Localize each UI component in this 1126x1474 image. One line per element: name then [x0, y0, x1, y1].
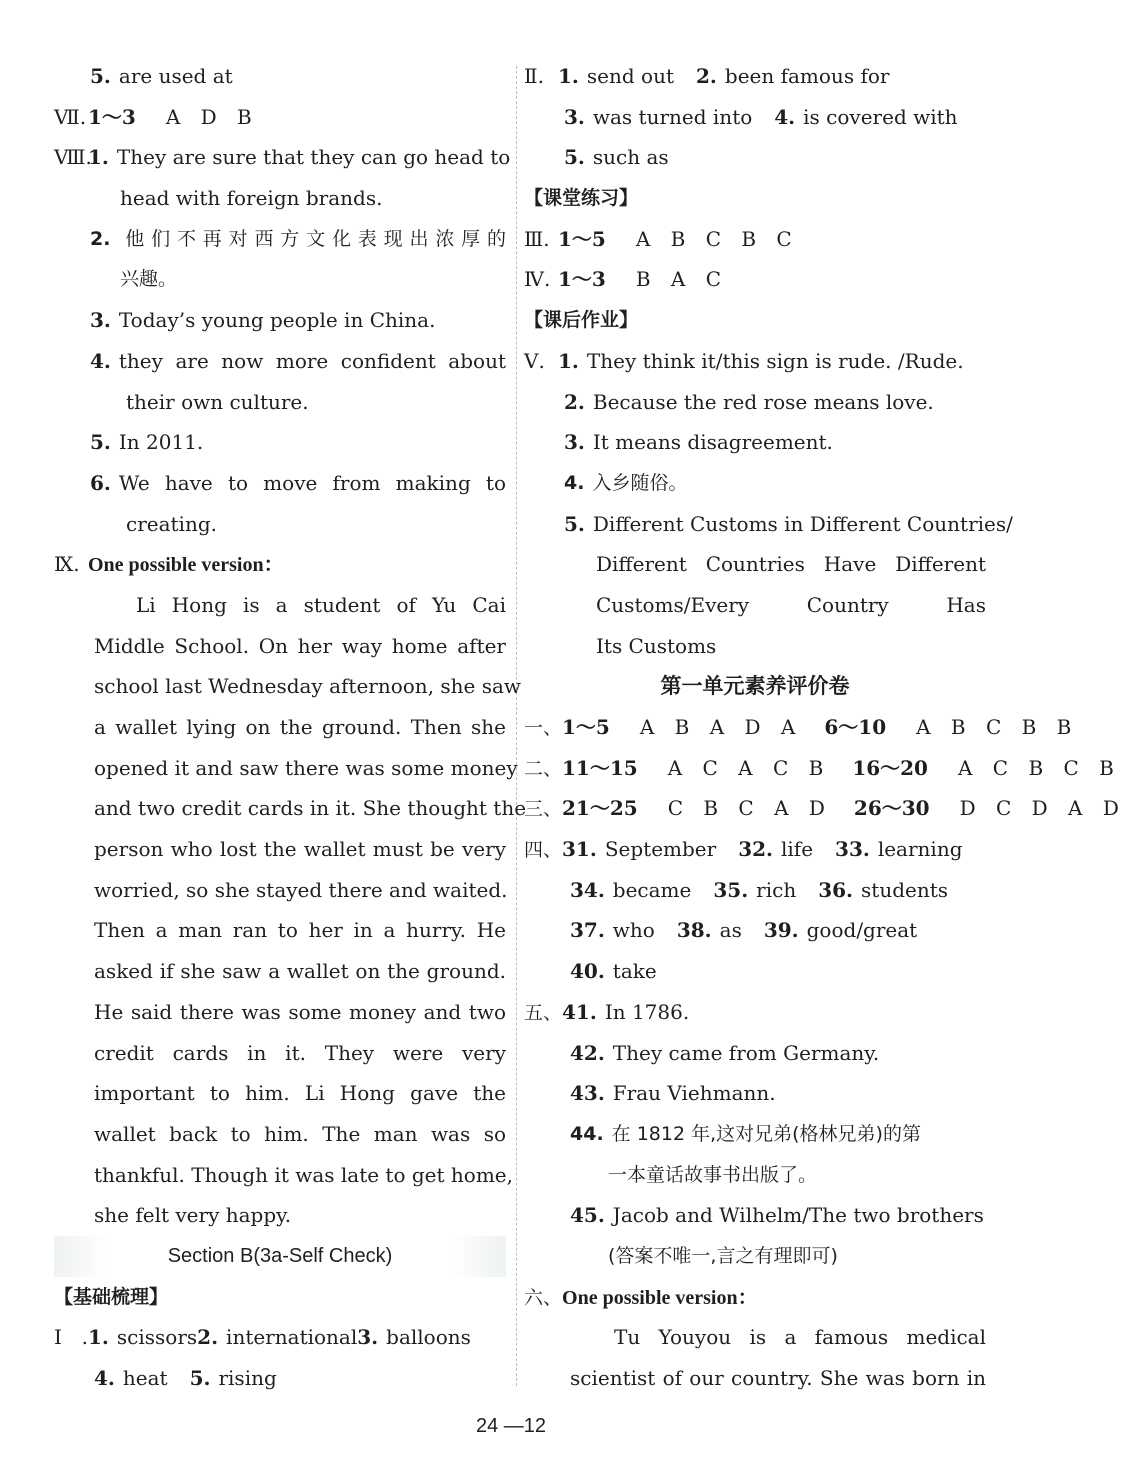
answer-line: 5. such as	[564, 145, 669, 170]
essay-line: school last Wednesday afternoon, she saw	[94, 674, 522, 699]
answer-line: Ⅷ.1. They are sure that they can go head to	[54, 145, 511, 170]
answer-line: 2. 他们不再对西方文化表现出浓厚的	[90, 227, 506, 250]
answer-line: 2. Because the red rose means love.	[564, 389, 934, 414]
subsection-heading: 【课后作业】	[524, 309, 639, 332]
essay-line: important to him. Li Hong gave the	[94, 1081, 506, 1106]
answer-line: 3. was turned into 4. is covered with	[564, 104, 958, 129]
answer-line: 6. We have to move from making to	[90, 470, 506, 495]
essay-line: thankful. Though it was late to get home,	[94, 1162, 513, 1187]
answer-line: 44. 在 1812 年,这对兄弟(格林兄弟)的第	[570, 1122, 921, 1145]
essay-line: she felt very happy.	[94, 1203, 292, 1228]
answer-line: 四、31. September 32. life 33. learning	[524, 837, 963, 862]
answer-line: 5. are used at	[90, 64, 233, 88]
essay-line: He said there was some money and two	[94, 999, 506, 1024]
right-column	[524, 56, 1126, 1399]
essay-line: credit cards in it. They were very	[94, 1040, 506, 1065]
answer-line: 一本童话故事书出版了。	[608, 1163, 818, 1186]
answer-line: 5. In 2011.	[90, 430, 204, 455]
answer-line: Its Customs	[596, 633, 717, 658]
answer-line: 40. take	[570, 959, 657, 984]
answer-line: 4. they are now more confident about	[90, 348, 506, 373]
answer-line: head with foreign brands.	[120, 186, 383, 211]
answer-line: Ⅳ. 1～3 B A C	[524, 267, 729, 292]
essay-line: Then a man ran to her in a hurry. He	[94, 918, 506, 943]
essay-line: wallet back to him. The man was so	[94, 1121, 506, 1146]
answer-line: Ⅰ.1. scissors2. international3. balloons	[54, 1325, 471, 1350]
answer-line: 4. heat 5. rising	[94, 1366, 277, 1390]
answer-line: 六、One possible version：	[524, 1286, 758, 1309]
page-number: 24 —12	[475, 1415, 547, 1437]
answer-line: 3. It means disagreement.	[564, 430, 833, 455]
essay-line: worried, so she stayed there and waited.	[94, 877, 508, 902]
answer-line: Ⅶ.1～3 A D B	[54, 104, 259, 129]
essay-line: a wallet lying on the ground. Then she	[94, 715, 506, 739]
essay-line: Middle School. On her way home after	[94, 633, 506, 658]
answer-line: (答案不唯一,言之有理即可)	[608, 1244, 838, 1267]
subsection-heading: 【课堂练习】	[524, 187, 639, 210]
answer-line: Ⅲ. 1～5 A B C B C	[524, 226, 799, 251]
subsection-heading: 【基础梳理】	[54, 1285, 169, 1308]
answer-line: 34. became 35. rich 36. students	[570, 877, 949, 902]
unit-title: 第一单元素养评价卷	[660, 674, 850, 699]
answer-line: 五、41. In 1786.	[524, 999, 690, 1024]
answer-line: Ⅴ. 1. They think it/this sign is rude. /Rude.	[524, 348, 964, 373]
answer-line: Different Countries Have Different	[596, 552, 986, 577]
answer-line: 5. Different Customs in Different Countries/	[564, 511, 1013, 536]
essay-line: opened it and saw there was some money	[94, 755, 518, 780]
essay-line: Tu Youyou is a famous medical	[614, 1325, 986, 1350]
column-divider	[516, 66, 517, 1386]
answer-line: 42. They came from Germany.	[570, 1040, 880, 1065]
answer-line: 45. Jacob and Wilhelm/The two brothers	[570, 1203, 984, 1228]
essay-line: and two credit cards in it. She thought the	[94, 796, 527, 821]
essay-line: asked if she saw a wallet on the ground.	[94, 959, 506, 984]
answer-line: Ⅱ. 1. send out 2. been famous for	[524, 64, 890, 88]
answer-line: creating.	[126, 511, 217, 536]
answer-line: 三、21～25 C B C A D 26～30 D C D A D	[524, 796, 1126, 821]
answer-line: 43. Frau Viehmann.	[570, 1081, 776, 1106]
answer-line: 二、11～15 A C A C B 16～20 A C B C B	[524, 755, 1121, 780]
answer-line: 4. 入乡随俗。	[564, 471, 688, 494]
answer-line: 37. who 38. as 39. good/great	[570, 918, 918, 943]
answer-line: Ⅸ. One possible version：	[54, 552, 284, 577]
left-column	[54, 56, 527, 1399]
answer-line: their own culture.	[126, 389, 309, 414]
answer-line: 一、1～5 A B A D A 6～10 A B C B B	[524, 715, 1079, 739]
essay-line: scientist of our country. She was born in	[570, 1366, 986, 1390]
answer-line: Customs/Every Country Has	[596, 592, 986, 617]
answer-line: 兴趣。	[120, 268, 178, 291]
essay-line: Li Hong is a student of Yu Cai	[136, 592, 506, 617]
answer-line: 3. Today’s young people in China.	[90, 308, 436, 333]
essay-line: person who lost the wallet must be very	[94, 837, 506, 862]
section-title: Section B(3a-Self Check)	[54, 1236, 506, 1277]
